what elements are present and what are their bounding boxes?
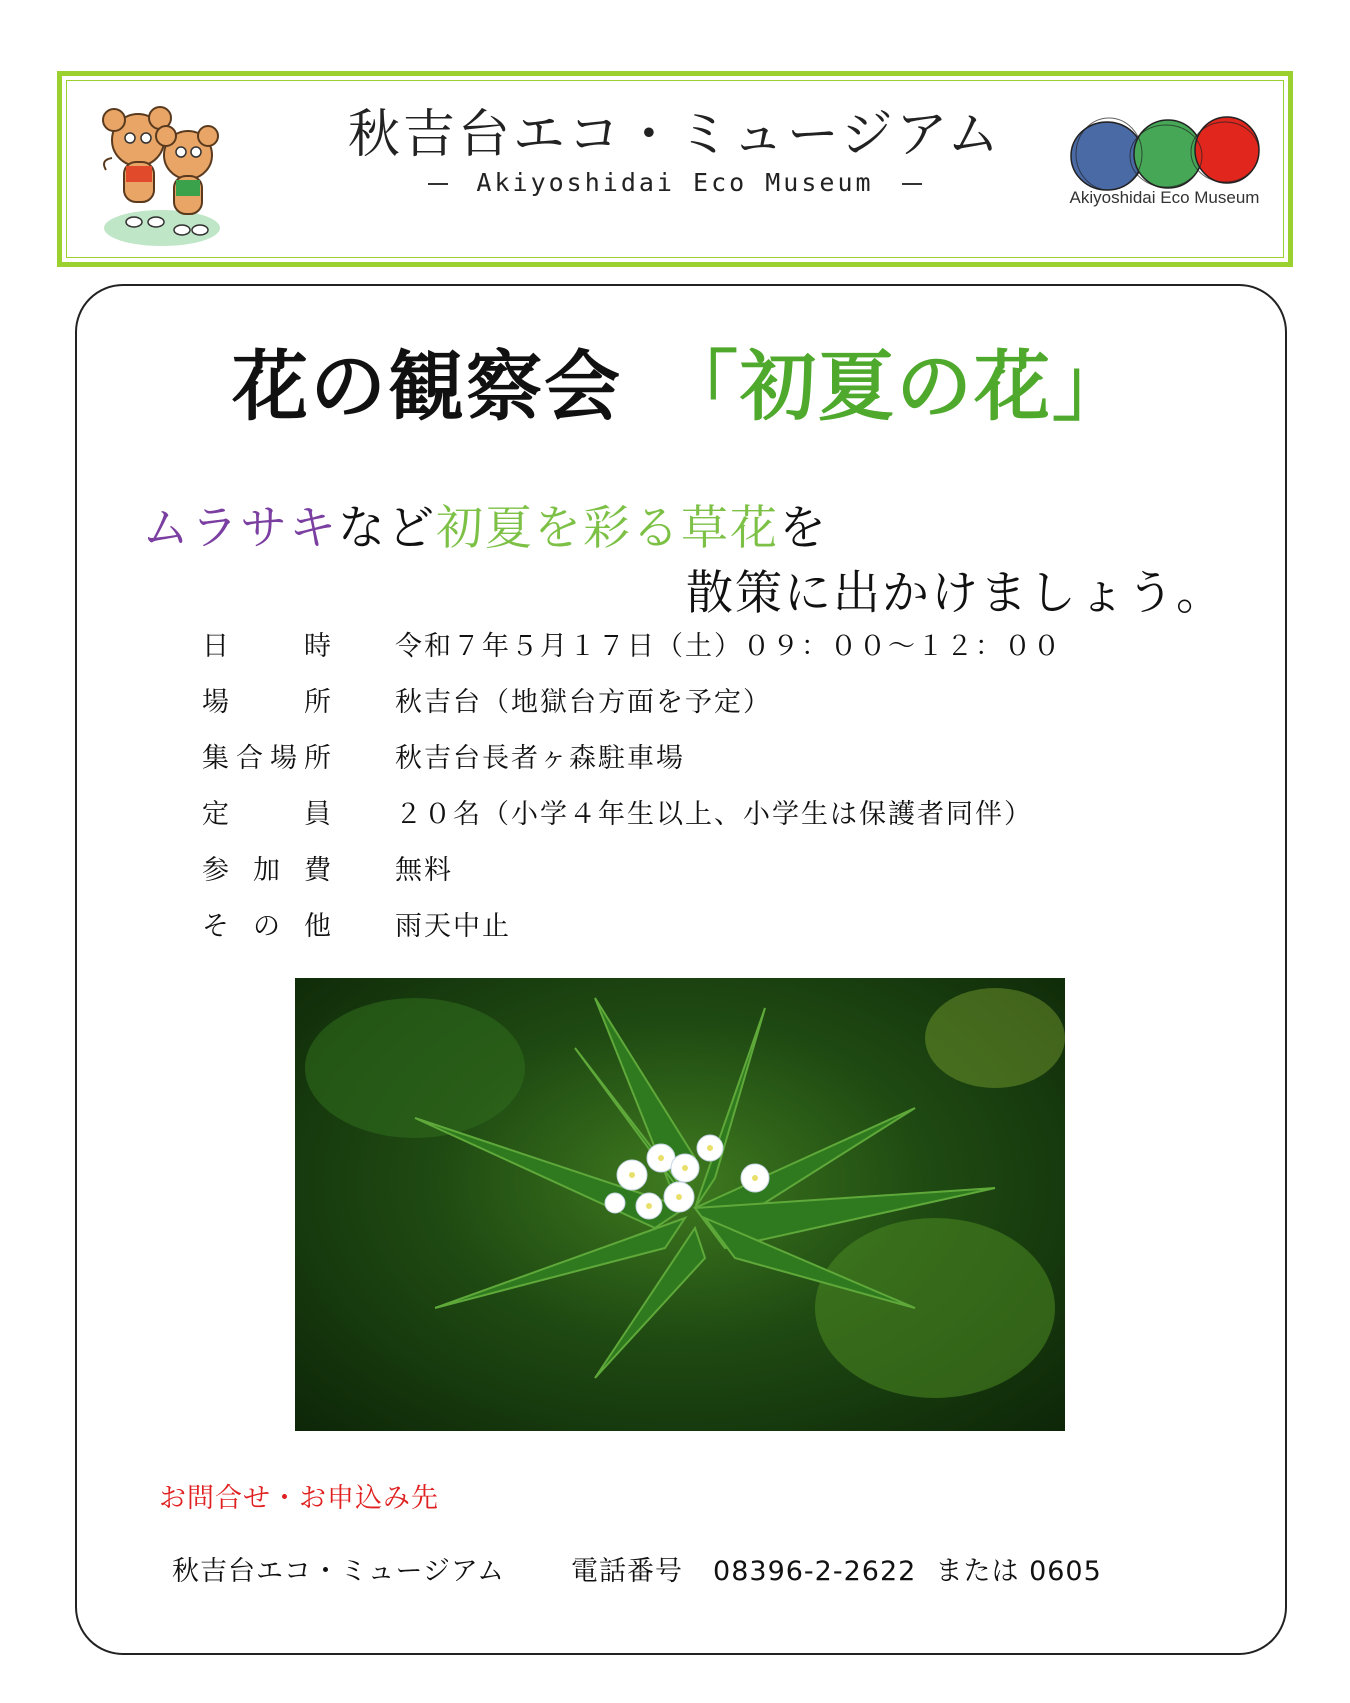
detail-label: 集合場所 (202, 743, 332, 774)
flower-photo-illustration (295, 978, 1065, 1431)
intro-wo: を (779, 501, 828, 556)
contact-heading: お問合せ・お申込み先 (159, 1483, 439, 1514)
intro-line-1 (142, 491, 828, 558)
event-title-main: 花の観察会 (232, 342, 622, 431)
intro-murasaki: ムラサキ (142, 501, 338, 556)
detail-value: 雨天中止 (395, 911, 511, 942)
dash-left (428, 183, 448, 185)
header-banner (57, 71, 1293, 267)
phone-or: または (935, 1556, 1020, 1587)
dash-right (902, 183, 922, 185)
museum-title: 秋吉台エコ・ミュージアム (347, 105, 1003, 165)
phone-extension: 0605 (1029, 1556, 1102, 1587)
detail-value: ２０名（小学４年生以上、小学生は保護者同伴） (395, 799, 1033, 830)
detail-value: 秋吉台長者ヶ森駐車場 (395, 743, 685, 774)
logo-caption: Akiyoshidai Eco Museum (1069, 188, 1260, 207)
intro-flowers: 初夏を彩る草花 (436, 501, 779, 556)
phone-label: 電話番号 (571, 1556, 684, 1587)
detail-label: 定 員 (202, 799, 332, 830)
intro-line-2: 散策に出かけましょう。 (686, 566, 1225, 621)
flower-photo (295, 978, 1065, 1431)
detail-label: 参加費 (202, 855, 332, 886)
contact-name: 秋吉台エコ・ミュージアム (172, 1556, 506, 1587)
intro-nado: など (338, 501, 436, 556)
contact-line (172, 1549, 1102, 1588)
detail-value: 令和７年５月１７日（土）０９：００～１２：００ (395, 631, 1062, 662)
event-title-highlight: 「初夏の花」 (662, 342, 1130, 431)
detail-value: 秋吉台（地獄台方面を予定） (395, 687, 772, 718)
detail-value: 無料 (395, 855, 453, 886)
event-title (77, 326, 1285, 435)
event-card (75, 284, 1287, 1655)
detail-label: 日 時 (202, 631, 332, 662)
detail-label: その他 (202, 911, 332, 942)
phone-number: 08396-2-2622 (713, 1556, 917, 1587)
detail-label: 場 所 (202, 687, 332, 718)
museum-subtitle: Akiyoshidai Eco Museum (476, 168, 874, 197)
